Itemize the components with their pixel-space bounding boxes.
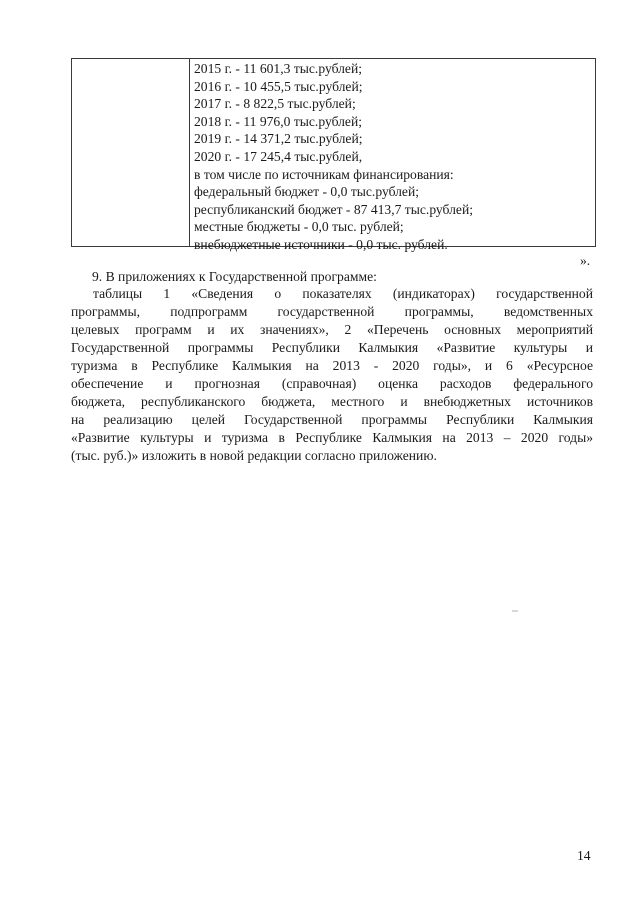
financing-line: республиканский бюджет - 87 413,7 тыс.рублей;	[194, 201, 473, 217]
financing-line: 2016 г. - 10 455,5 тыс.рублей;	[194, 78, 363, 94]
scan-speck	[512, 610, 518, 612]
paragraph-line: бюджета, республиканского бюджета, местного и внебюджетных источников	[71, 394, 593, 409]
paragraph-line: на реализацию целей Государственной программы Республики Калмыкия	[71, 412, 593, 427]
financing-line: 2015 г. - 11 601,3 тыс.рублей;	[194, 61, 363, 76]
paragraph-line: «Развитие культуры и туризма в Республике Калмыкия на 2013 – 2020 годы»	[71, 430, 593, 445]
financing-line: местные бюджеты - 0,0 тыс. рублей;	[194, 219, 404, 235]
financing-cell	[194, 60, 594, 254]
financing-line: 2018 г. - 11 976,0 тыс.рублей;	[194, 113, 363, 129]
table-column-divider	[189, 59, 190, 246]
financing-line: 2017 г. - 8 822,5 тыс.рублей;	[194, 96, 356, 112]
paragraph-line: таблицы 1 «Сведения о показателях (индикаторах) государственной	[93, 286, 593, 301]
financing-line: федеральный бюджет - 0,0 тыс.рублей;	[194, 184, 420, 200]
financing-line: 2019 г. - 14 371,2 тыс.рублей;	[194, 131, 363, 147]
paragraph-line: целевых программ и их значениях», 2 «Перечень основных мероприятий	[71, 322, 593, 337]
closing-quote: ».	[580, 253, 591, 268]
financing-line: 2020 г. - 17 245,4 тыс.рублей,	[194, 148, 363, 164]
paragraph-line: (тыс. руб.)» изложить в новой редакции согласно приложению.	[71, 448, 437, 463]
paragraph-line: обеспечение и прогнозная (справочная) оценка расходов федерального	[71, 376, 593, 391]
item-9-paragraph	[71, 285, 593, 465]
item-9-heading: 9. В приложениях к Государственной программе:	[92, 269, 377, 284]
financing-line: в том числе по источникам финансирования:	[194, 166, 454, 182]
paragraph-line: программы, подпрограмм государственной программы, ведомственных	[71, 304, 593, 319]
paragraph-line: Государственной программы Республики Калмыкия «Развитие культуры и	[71, 340, 593, 355]
page-number: 14	[577, 848, 591, 863]
financing-line: внебюджетные источники - 0,0 тыс. рублей.	[194, 236, 448, 252]
financing-table	[71, 58, 596, 252]
paragraph-line: туризма в Республике Калмыкия на 2013 - 2020 годы», и 6 «Ресурсное	[71, 358, 593, 373]
